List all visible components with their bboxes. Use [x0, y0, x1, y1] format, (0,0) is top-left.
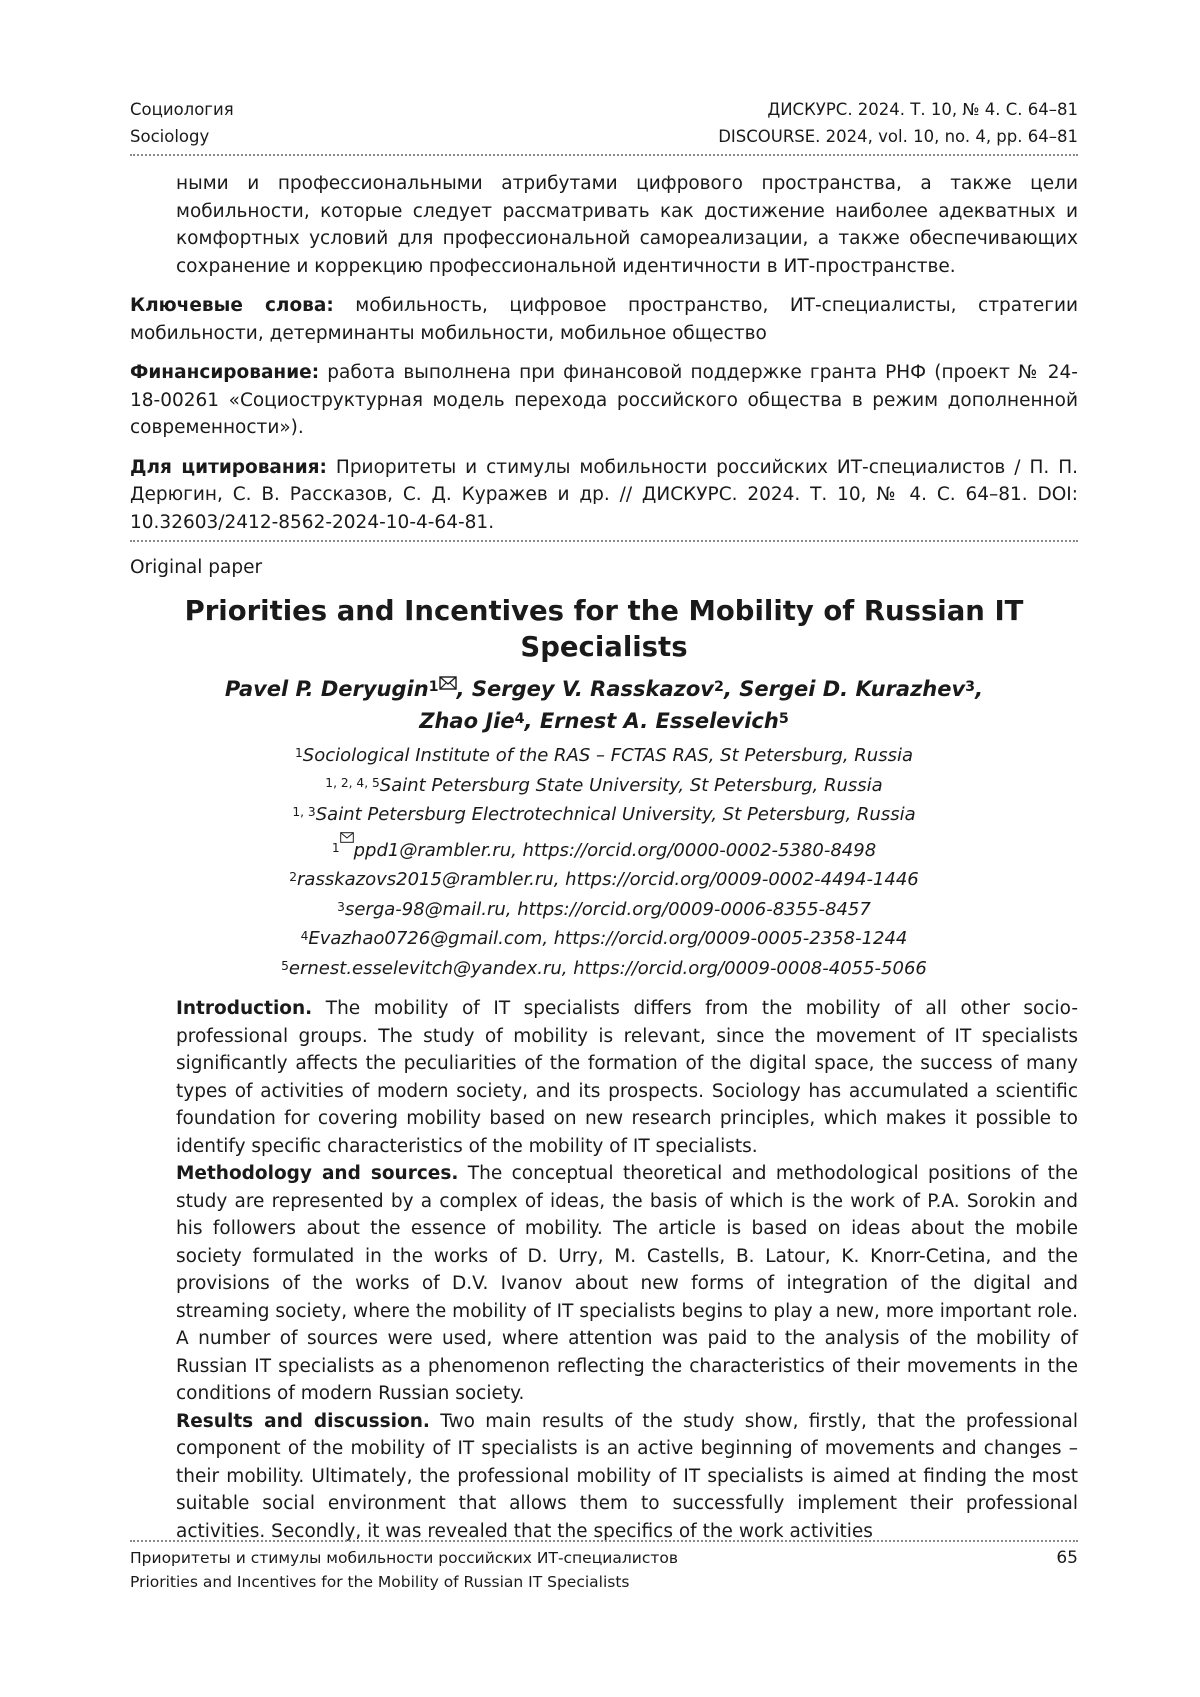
contact-text[interactable]: Evazhao0726@gmail.com, https://orcid.org/0009-0005-2358-1244 — [308, 928, 908, 949]
header-journal-en: DISCOURSE. 2024, vol. 10, no. 4, pp. 64–81 — [718, 127, 1078, 146]
author-sup: 3 — [965, 679, 976, 695]
affiliation-item — [130, 800, 1078, 830]
author-name: Sergey V. Rasskazov — [471, 677, 714, 701]
contact-item — [130, 836, 1078, 866]
keywords — [130, 292, 1078, 347]
affiliation-item — [130, 771, 1078, 801]
affiliation-sup: 1, 2, 4, 5 — [325, 775, 380, 790]
author-sup: 1 — [428, 679, 439, 695]
paper-title: Priorities and Incentives for the Mobility of Russian IT Specialists — [184, 595, 1024, 663]
author-sup: 5 — [778, 711, 789, 727]
abstract-introduction — [176, 995, 1078, 1160]
author-name: Zhao Jie — [419, 709, 515, 733]
page-number: 65 — [1056, 1548, 1078, 1568]
author-line-2: Zhao Jie$^4$, Ernest A. Esselevich$^5$ — [419, 709, 789, 733]
header-divider — [130, 154, 1078, 156]
paper-type: Original paper — [130, 557, 263, 578]
contact-item — [130, 895, 1078, 925]
affiliation-text: Sociological Institute of the RAS – FCTAS RAS, St Petersburg, Russia — [302, 745, 913, 766]
contact-text[interactable]: ernest.esselevitch@yandex.ru, https://orcid.org/0009-0008-4055-5066 — [288, 957, 927, 979]
contact-item — [130, 954, 1078, 984]
mail-icon — [439, 676, 457, 690]
citation — [130, 454, 1078, 537]
keywords-label: Ключевые слова: — [130, 295, 334, 316]
affiliation-text: Saint Petersburg State University, St Petersburg, Russia — [379, 774, 883, 796]
header-left — [130, 96, 234, 150]
intro-label: Introduction. — [176, 998, 313, 1019]
author-name: Pavel P. Deryugin — [224, 677, 429, 701]
contact-text[interactable]: ppd1@rambler.ru, https://orcid.org/0000-0002-5380-8498 — [353, 839, 877, 861]
author-sup: 4 — [514, 711, 525, 727]
contact-sup: 5 — [281, 958, 289, 973]
page-body — [130, 96, 1078, 1545]
footer-title-en: Priorities and Incentives for the Mobility of Russian IT Specialists — [130, 1573, 630, 1591]
intro-text: The mobility of IT specialists differs from the mobility of all other socio-professional groups. The study of mobility is relevant, since the movement of IT specialists significantly affects the peculiarities of the formation of the digital space, the success of many types of activities of modern society, and its prospects. Sociology has accumulated a scientific foundation for covering mobility based on new research principles, which makes it possible to identify specific characteristics of the mobility of IT specialists. — [176, 998, 1078, 1157]
affiliation-sup: 1, 3 — [292, 805, 316, 819]
contact-sup: 4 — [300, 929, 309, 943]
footer-divider — [130, 1540, 1078, 1542]
abstract-results — [176, 1408, 1078, 1546]
author-name: Ernest A. Esselevich — [539, 709, 779, 733]
contact-sup: 1 — [331, 840, 340, 855]
funding-label: Финансирование: — [130, 362, 320, 383]
affiliation-text: Saint Petersburg Electrotechnical University, St Petersburg, Russia — [315, 804, 916, 825]
footer-titles — [130, 1546, 678, 1594]
contact-text[interactable]: serga-98@mail.ru, https://orcid.org/0009-0006-8355-8457 — [344, 898, 871, 920]
author-list — [130, 673, 1078, 737]
footer-title-ru: Приоритеты и стимулы мобильности российских ИТ-специалистов — [130, 1549, 678, 1567]
abstract-methodology — [176, 1160, 1078, 1408]
header-section-ru: Социология — [130, 100, 234, 119]
header-right — [718, 96, 1078, 150]
citation-divider — [130, 540, 1078, 542]
author-contacts — [130, 836, 1078, 984]
contact-sup: 3 — [337, 899, 345, 914]
footer-text — [130, 1546, 1078, 1594]
citation-text: Приоритеты и стимулы мобильности российских ИТ-специалистов / П. П. Дерюгин, С. В. Рассказов, С. Д. Куражев и др. // ДИСКУРС. 2024. Т. 10, № 4. С. 64–81. DOI: 10.32603/2412-8562-2024-10-4-64-81. — [130, 456, 1078, 533]
header-journal-ru: ДИСКУРС. 2024. Т. 10, № 4. С. 64–81 — [767, 100, 1078, 119]
funding — [130, 359, 1078, 442]
affiliation-item — [130, 741, 1078, 771]
header-section-en: Sociology — [130, 127, 210, 146]
contact-text[interactable]: rasskazovs2015@rambler.ru, https://orcid.org/0009-0002-4494-1446 — [297, 869, 919, 890]
running-header — [130, 96, 1078, 150]
affiliations — [130, 741, 1078, 830]
running-footer — [130, 1536, 1078, 1594]
keywords-text: мобильность, цифровое пространство, ИТ-специалисты, стратегии мобильности, детерминанты мобильности, мобильное общество — [130, 295, 1078, 344]
results-text: Two main results of the study show, firstly, that the professional component of the mobility of IT specialists is an active beginning of movements and changes – their mobility. Ultimately, the professional mobility of IT specialists is aimed at finding the most suitable social environment that allows them to successfully implement their professional activities. Secondly, it was revealed that the specifics of the work activities — [176, 1410, 1078, 1542]
citation-label: Для цитирования: — [130, 456, 327, 478]
author-line-1: Pavel P. Deryugin$^1$ , Sergey V. Rasskazov$^2$, Sergei D. Kurazhev$^3$, — [224, 677, 984, 701]
author-sup: 2 — [714, 679, 724, 695]
funding-text: работа выполнена при финансовой поддержке гранта РНФ (проект № 24-18-00261 «Социоструктурная модель перехода российского общества в режим дополненной современности»). — [130, 362, 1078, 438]
contact-item — [130, 865, 1078, 895]
affiliation-sup: 1 — [295, 746, 303, 760]
method-label: Methodology and sources. — [176, 1163, 459, 1184]
mail-icon — [340, 832, 354, 843]
method-text: The conceptual theoretical and methodological positions of the study are represented by a complex of ideas, the basis of which is the work of P.A. Sorokin and his followers about the essence of mobility. The article is based on ideas about the mobile society formulated in the works of D. Urry, M. Castells, B. Latour, K. Knorr-Cetina, and the provisions of the works of D.V. Ivanov about new forms of integration of the digital and streaming society, where the mobility of IT specialists begins to play a new, more important role. A number of sources were used, where attention was paid to the analysis of the mobility of Russian IT specialists as a phenomenon reflecting the characteristics of their movements in the conditions of modern Russian society. — [176, 1163, 1078, 1404]
results-label: Results and discussion. — [176, 1410, 430, 1432]
abstract-en — [130, 995, 1078, 1545]
abstract-ru-continuation: ными и профессиональными атрибутами цифрового пространства, а также цели мобильности, которые следует рассматривать как достижение наиболее адекватных и комфортных условий для профессиональной самореализации, а также обеспечивающих сохранение и коррекцию профессиональной идентичности в ИТ-пространстве. — [176, 173, 1078, 277]
author-name: Sergei D. Kurazhev — [739, 677, 966, 701]
contact-sup: 2 — [289, 870, 298, 884]
contact-item — [130, 924, 1078, 954]
